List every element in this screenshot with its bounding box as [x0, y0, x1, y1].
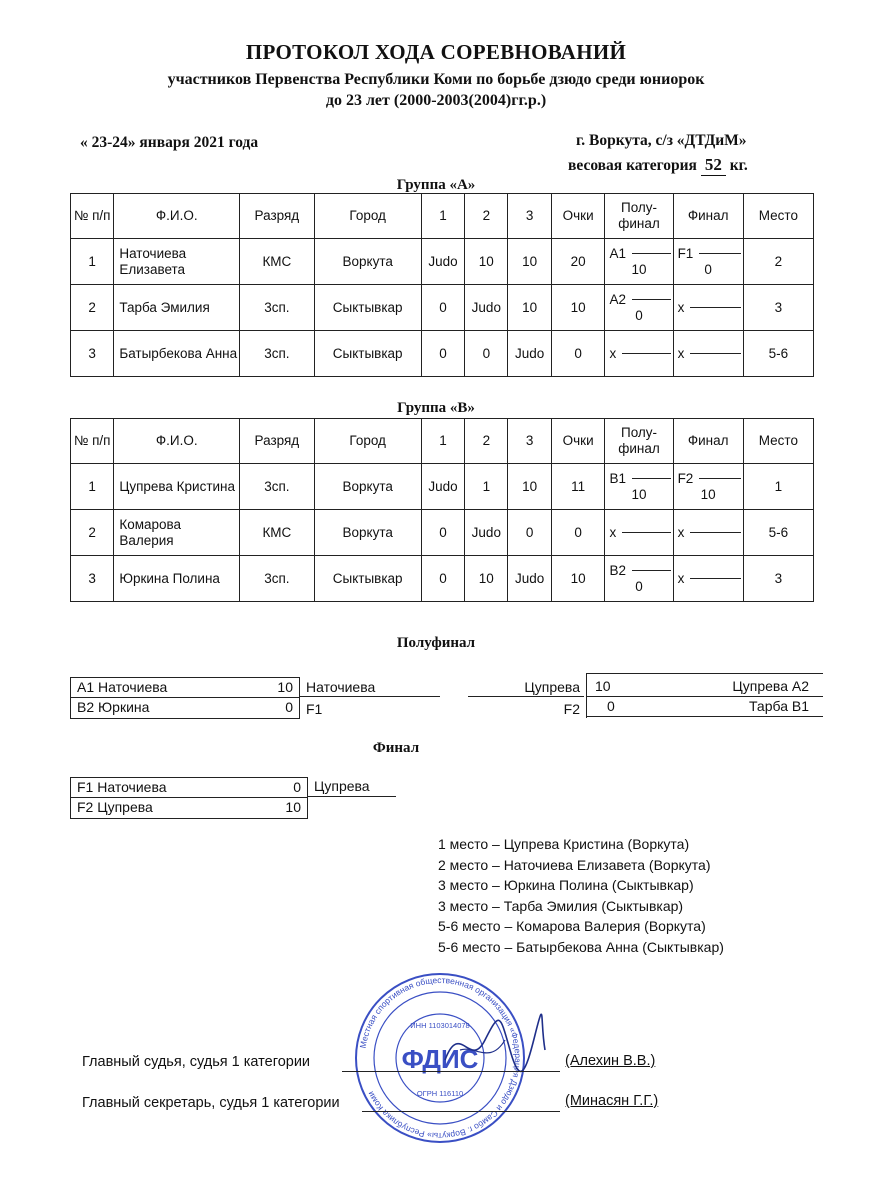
cell-num: 1 [71, 464, 114, 510]
cell-city: Сыктывкар [314, 556, 421, 602]
semifinal-right-winner-line [468, 696, 584, 697]
column-header: Очки [551, 194, 605, 239]
chief-secretary-name: (Минасян Г.Г.) [565, 1093, 659, 1109]
cell-c1: Judo [421, 464, 464, 510]
cell-place: 1 [743, 464, 813, 510]
cell-semi-label: A1 [609, 245, 626, 261]
cell-place: 5-6 [743, 331, 813, 377]
cell-place: 3 [743, 285, 813, 331]
weight-category [568, 155, 748, 176]
final-r1-name: F1 Наточиева [77, 779, 167, 795]
cell-num: 2 [71, 510, 114, 556]
cell-c2: 0 [465, 331, 508, 377]
cell-rank: КМС [240, 239, 314, 285]
cell-semi [605, 510, 673, 556]
table-row [71, 239, 814, 285]
cell-semi [605, 556, 673, 602]
cell-c2: 10 [465, 239, 508, 285]
cell-final-label: F1 [677, 245, 694, 261]
semifinal-right-r2-score: 0 [607, 698, 615, 714]
column-header: Место [743, 194, 813, 239]
cell-semi-line [632, 253, 671, 254]
standing-5-6b: 5-6 место – Батырбекова Анна (Сыктывкар) [438, 938, 724, 955]
cell-final-line [690, 353, 740, 354]
column-header: Разряд [240, 194, 314, 239]
cell-city: Воркута [314, 239, 421, 285]
cell-rank: 3сп. [240, 464, 314, 510]
table-header-row [71, 194, 814, 239]
cell-semi-line [632, 478, 671, 479]
semifinal-title: Полуфинал [396, 635, 476, 651]
column-header: 1 [421, 419, 464, 464]
cell-name: Тарба Эмилия [114, 285, 240, 331]
column-header: 2 [465, 419, 508, 464]
stamp-ogrn: ОГРН 116110 [416, 1089, 464, 1098]
standing-1: 1 место – Цупрева Кристина (Воркута) [438, 836, 690, 852]
final-winner-line [308, 796, 396, 797]
cell-semi [605, 239, 673, 285]
cell-final [673, 331, 743, 377]
chief-secretary-sign-line [362, 1111, 560, 1112]
cell-rank: 3сп. [240, 331, 314, 377]
standing-5-6a: 5-6 место – Комарова Валерия (Воркута) [438, 918, 706, 935]
cell-final [673, 239, 743, 285]
cell-semi-line [622, 353, 670, 354]
final-title: Финал [372, 740, 420, 756]
cell-semi-label: x [609, 524, 617, 540]
cell-c3: Judo [508, 556, 551, 602]
cell-c3: 10 [508, 285, 551, 331]
cell-c2: Judo [465, 285, 508, 331]
competition-location: г. Воркута, с/з «ДТДиМ» [576, 132, 747, 149]
cell-semi [605, 331, 673, 377]
cell-name: Батырбекова Анна [114, 331, 240, 377]
semifinal-left-winner: Наточиева [306, 679, 376, 695]
cell-points: 0 [551, 510, 605, 556]
table-row [71, 556, 814, 602]
cell-final [673, 285, 743, 331]
cell-points: 20 [551, 239, 605, 285]
semifinal-right-r1-score: 10 [595, 678, 611, 694]
column-header: 1 [421, 194, 464, 239]
table-row [71, 285, 814, 331]
weight-unit: кг. [729, 157, 748, 174]
cell-c1: 0 [421, 510, 464, 556]
final-row-1 [71, 778, 307, 798]
cell-points: 0 [551, 331, 605, 377]
column-header: Очки [551, 419, 605, 464]
final-standings [438, 834, 724, 958]
column-header: Ф.И.О. [114, 419, 240, 464]
cell-semi-label: A2 [609, 291, 626, 307]
semifinal-right-bracket [586, 673, 823, 718]
cell-c2: 10 [465, 556, 508, 602]
cell-final-score: 10 [700, 486, 716, 502]
signature-scribble [440, 1010, 550, 1080]
weight-value: 52 [701, 155, 726, 176]
cell-final-label: x [677, 570, 685, 586]
semifinal-right-winner: Цупрева [524, 679, 580, 695]
cell-city: Воркута [314, 510, 421, 556]
cell-points: 11 [551, 464, 605, 510]
final-winner: Цупрева [314, 778, 370, 794]
group-a-table [70, 193, 814, 377]
column-header: Финал [673, 419, 743, 464]
semifinal-left-r1-score: 10 [277, 679, 293, 695]
column-header: 3 [508, 419, 551, 464]
cell-num: 3 [71, 331, 114, 377]
column-header: Ф.И.О. [114, 194, 240, 239]
cell-city: Сыктывкар [314, 285, 421, 331]
group-b-table [70, 418, 814, 602]
column-header: Город [314, 194, 421, 239]
cell-name: Цупрева Кристина [114, 464, 240, 510]
semifinal-left-bracket [70, 677, 300, 719]
semifinal-right-row-2 [587, 697, 823, 717]
group-b-title: Группа «В» [397, 400, 475, 416]
cell-c3: 10 [508, 239, 551, 285]
cell-city: Сыктывкар [314, 331, 421, 377]
cell-semi-score: 10 [631, 486, 647, 502]
cell-final [673, 510, 743, 556]
column-header: Полу-финал [605, 194, 673, 239]
page-title: ПРОТОКОЛ ХОДА СОРЕВНОВАНИЙ [245, 40, 627, 64]
final-r2-score: 10 [285, 799, 301, 815]
weight-label: весовая категория [568, 157, 697, 174]
cell-c1: Judo [421, 239, 464, 285]
cell-c2: 1 [465, 464, 508, 510]
cell-c2: Judo [465, 510, 508, 556]
chief-judge-label: Главный судья, судья 1 категории [82, 1054, 311, 1070]
cell-semi-score: 10 [631, 261, 647, 277]
cell-place: 2 [743, 239, 813, 285]
cell-num: 1 [71, 239, 114, 285]
semifinal-left-r1-name: А1 Наточиева [77, 679, 168, 695]
final-r2-name: F2 Цупрева [77, 799, 153, 815]
cell-num: 3 [71, 556, 114, 602]
cell-num: 2 [71, 285, 114, 331]
cell-points: 10 [551, 556, 605, 602]
column-header: Город [314, 419, 421, 464]
cell-name: Комарова Валерия [114, 510, 240, 556]
cell-semi-label: B1 [609, 470, 626, 486]
semifinal-right-r1-name: Цупрева А2 [732, 678, 809, 694]
cell-final-label: x [677, 299, 685, 315]
final-r1-score: 0 [293, 779, 301, 795]
semifinal-left-r2-name: В2 Юркина [77, 699, 150, 715]
cell-place: 3 [743, 556, 813, 602]
cell-final-line [690, 532, 740, 533]
cell-semi-line [622, 532, 670, 533]
column-header: Полу-финал [605, 419, 673, 464]
group-a-title: Группа «А» [396, 177, 476, 193]
cell-name: Наточиева Елизавета [114, 239, 240, 285]
cell-c3: 10 [508, 464, 551, 510]
column-header: Разряд [240, 419, 314, 464]
semifinal-left-row-1 [71, 678, 299, 698]
subtitle-line-1: участников Первенства Республики Коми по борьбе дзюдо среди юниорок [167, 71, 705, 88]
semifinal-left-row-2 [71, 698, 299, 717]
column-header: 2 [465, 194, 508, 239]
table-row [71, 331, 814, 377]
cell-city: Воркута [314, 464, 421, 510]
column-header: Место [743, 419, 813, 464]
semifinal-left-winner-line [300, 696, 440, 697]
cell-semi [605, 285, 673, 331]
cell-place: 5-6 [743, 510, 813, 556]
standing-2: 2 место – Наточиева Елизавета (Воркута) [438, 856, 711, 873]
column-header: № п/п [71, 419, 114, 464]
semifinal-left-slot: F1 [306, 701, 323, 717]
cell-c3: Judo [508, 331, 551, 377]
cell-rank: 3сп. [240, 556, 314, 602]
cell-final-line [699, 478, 740, 479]
stamp-inn: ИНН 1103014078 [410, 1021, 470, 1030]
cell-rank: 3сп. [240, 285, 314, 331]
cell-c3: 0 [508, 510, 551, 556]
cell-final-line [690, 578, 740, 579]
standing-3a: 3 место – Юркина Полина (Сыктывкар) [438, 877, 694, 894]
cell-final-score: 0 [704, 261, 712, 277]
final-bracket [70, 777, 308, 819]
cell-semi-score: 0 [635, 578, 643, 594]
semifinal-right-r2-name: Тарба В1 [749, 698, 809, 714]
stamp-ring-text: Местная спортивная общественная организация «Федерация Дзюдо и Самбо г. Воркуты» Республика Коми [357, 974, 524, 1142]
column-header: № п/п [71, 194, 114, 239]
semifinal-right-slot: F2 [563, 701, 580, 717]
table-header-row [71, 419, 814, 464]
cell-final-label: x [677, 524, 685, 540]
cell-semi-line [632, 570, 671, 571]
chief-secretary-label: Главный секретарь, судья 1 категории [82, 1095, 340, 1111]
column-header: Финал [673, 194, 743, 239]
cell-final-line [699, 253, 740, 254]
subtitle-line-2: до 23 лет (2000-2003(2004)гг.р.) [325, 92, 547, 109]
cell-final-label: F2 [677, 470, 694, 486]
cell-semi-label: B2 [609, 562, 626, 578]
cell-semi [605, 464, 673, 510]
cell-semi-score: 0 [635, 307, 643, 323]
cell-final-label: x [677, 345, 685, 361]
chief-judge-sign-line [342, 1071, 560, 1072]
cell-semi-label: x [609, 345, 617, 361]
cell-final [673, 464, 743, 510]
cell-rank: КМС [240, 510, 314, 556]
cell-c1: 0 [421, 331, 464, 377]
cell-final [673, 556, 743, 602]
cell-c1: 0 [421, 556, 464, 602]
stamp-center-text: ФДИС [401, 1044, 479, 1074]
table-row [71, 464, 814, 510]
final-row-2 [71, 798, 307, 817]
cell-c1: 0 [421, 285, 464, 331]
competition-date: « 23-24» января 2021 года [80, 134, 259, 151]
table-row [71, 510, 814, 556]
column-header: 3 [508, 194, 551, 239]
semifinal-left-r2-score: 0 [285, 699, 293, 715]
chief-judge-name: (Алехин В.В.) [565, 1053, 656, 1069]
semifinal-right-row-1 [587, 677, 823, 697]
cell-name: Юркина Полина [114, 556, 240, 602]
cell-final-line [690, 307, 740, 308]
cell-semi-line [632, 299, 671, 300]
standing-3b: 3 место – Тарба Эмилия (Сыктывкар) [438, 897, 684, 914]
cell-points: 10 [551, 285, 605, 331]
